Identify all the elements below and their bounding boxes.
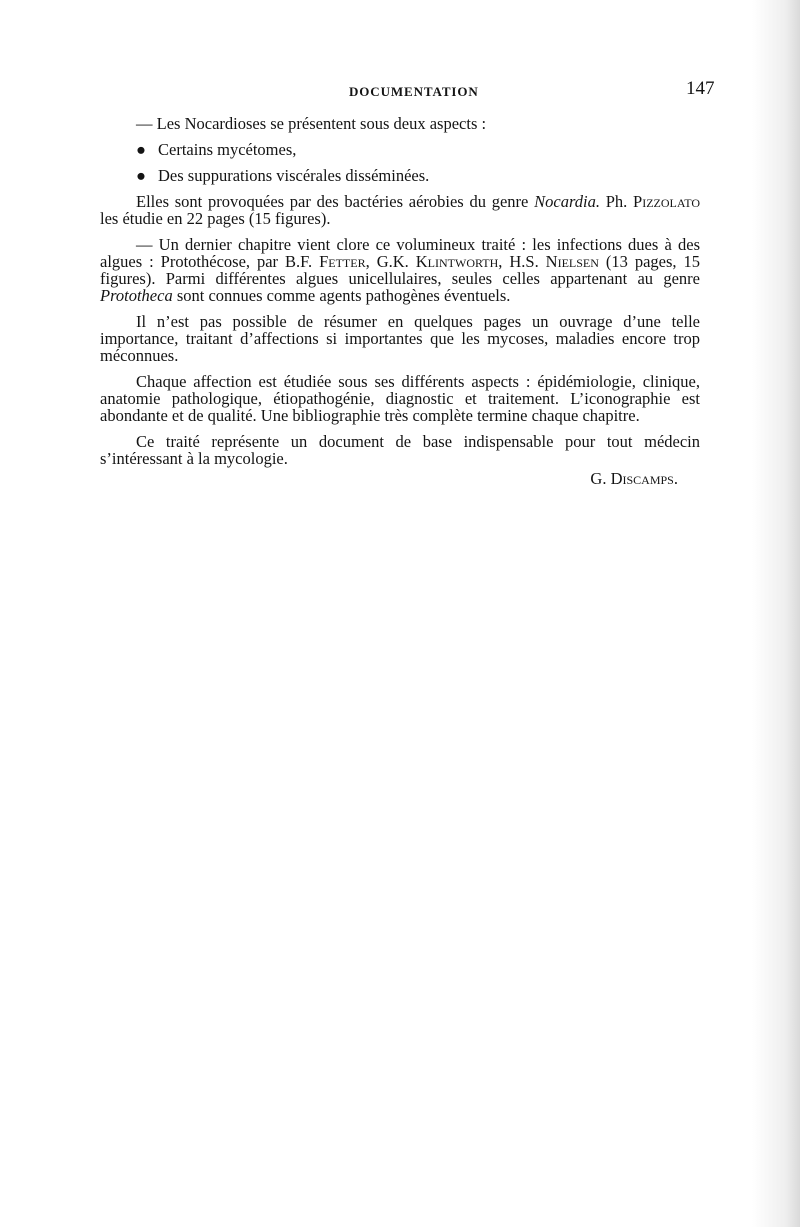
bullet-item-suppurations [100, 167, 700, 184]
text-run: (13 pages, 15 figures). Parmi différentes algues unicellulaires, seules celles appartenant au genre [100, 252, 700, 288]
text-run: les étudie en 22 pages (15 figures). [100, 209, 331, 228]
page-edge-shadow [752, 0, 800, 1227]
paragraph-protothecose [100, 236, 700, 304]
text-run: Ph. [599, 192, 634, 211]
author-name: Fetter, [319, 252, 370, 271]
bullet-icon: ● [136, 140, 146, 159]
paragraph-aspects: Chaque affection est étudiée sous ses différents aspects : épidémiologie, clinique, anatomie pathologique, étiopathogénie, diagnostic et traitement. L’iconographie est abondante et de qualité. Une bibliographie très complète termine chaque chapitre. [100, 372, 700, 425]
text-run: G.K. [369, 252, 416, 271]
paragraph-nocardioses: — Les Nocardioses se présentent sous deux aspects : [136, 114, 487, 133]
body-text [100, 115, 700, 496]
running-title: DOCUMENTATION [349, 84, 479, 99]
author-name: Pizzolato [633, 192, 700, 211]
paragraph-nocardia [100, 193, 700, 227]
bullet-item-mycetomes [100, 141, 700, 158]
bullet-icon: ● [136, 166, 146, 185]
paragraph-conclusion: Ce traité représente un document de base indispensable pour tout médecin s’intéressant à la mycologie. [100, 432, 700, 468]
bullet-text: Des suppurations viscérales disséminées. [158, 166, 430, 185]
text-run: sont connues comme agents pathogènes éventuels. [172, 286, 511, 305]
genus-name: Prototheca [100, 286, 173, 305]
paragraph-summary: Il n’est pas possible de résumer en quelques pages un ouvrage d’une telle importance, traitant d’affections si importantes que les mycoses, maladies encore trop méconnues. [100, 312, 700, 365]
genus-name: Nocardia. [534, 192, 600, 211]
page-header [0, 80, 800, 104]
bullet-text: Certains mycétomes, [158, 140, 297, 159]
text-run: Elles sont provoquées par des bactéries aérobies du genre [136, 192, 535, 211]
author-name: Klintworth, [415, 252, 503, 271]
text-run: — Un dernier chapitre vient clore ce volumineux traité : les infections dues à des algues : Protothécose, par B.F. [100, 235, 700, 271]
text-run: H.S. [502, 252, 546, 271]
signature: G. Discamps. [590, 469, 678, 488]
page-number: 147 [686, 78, 715, 99]
author-name: Nielsen [545, 252, 599, 271]
